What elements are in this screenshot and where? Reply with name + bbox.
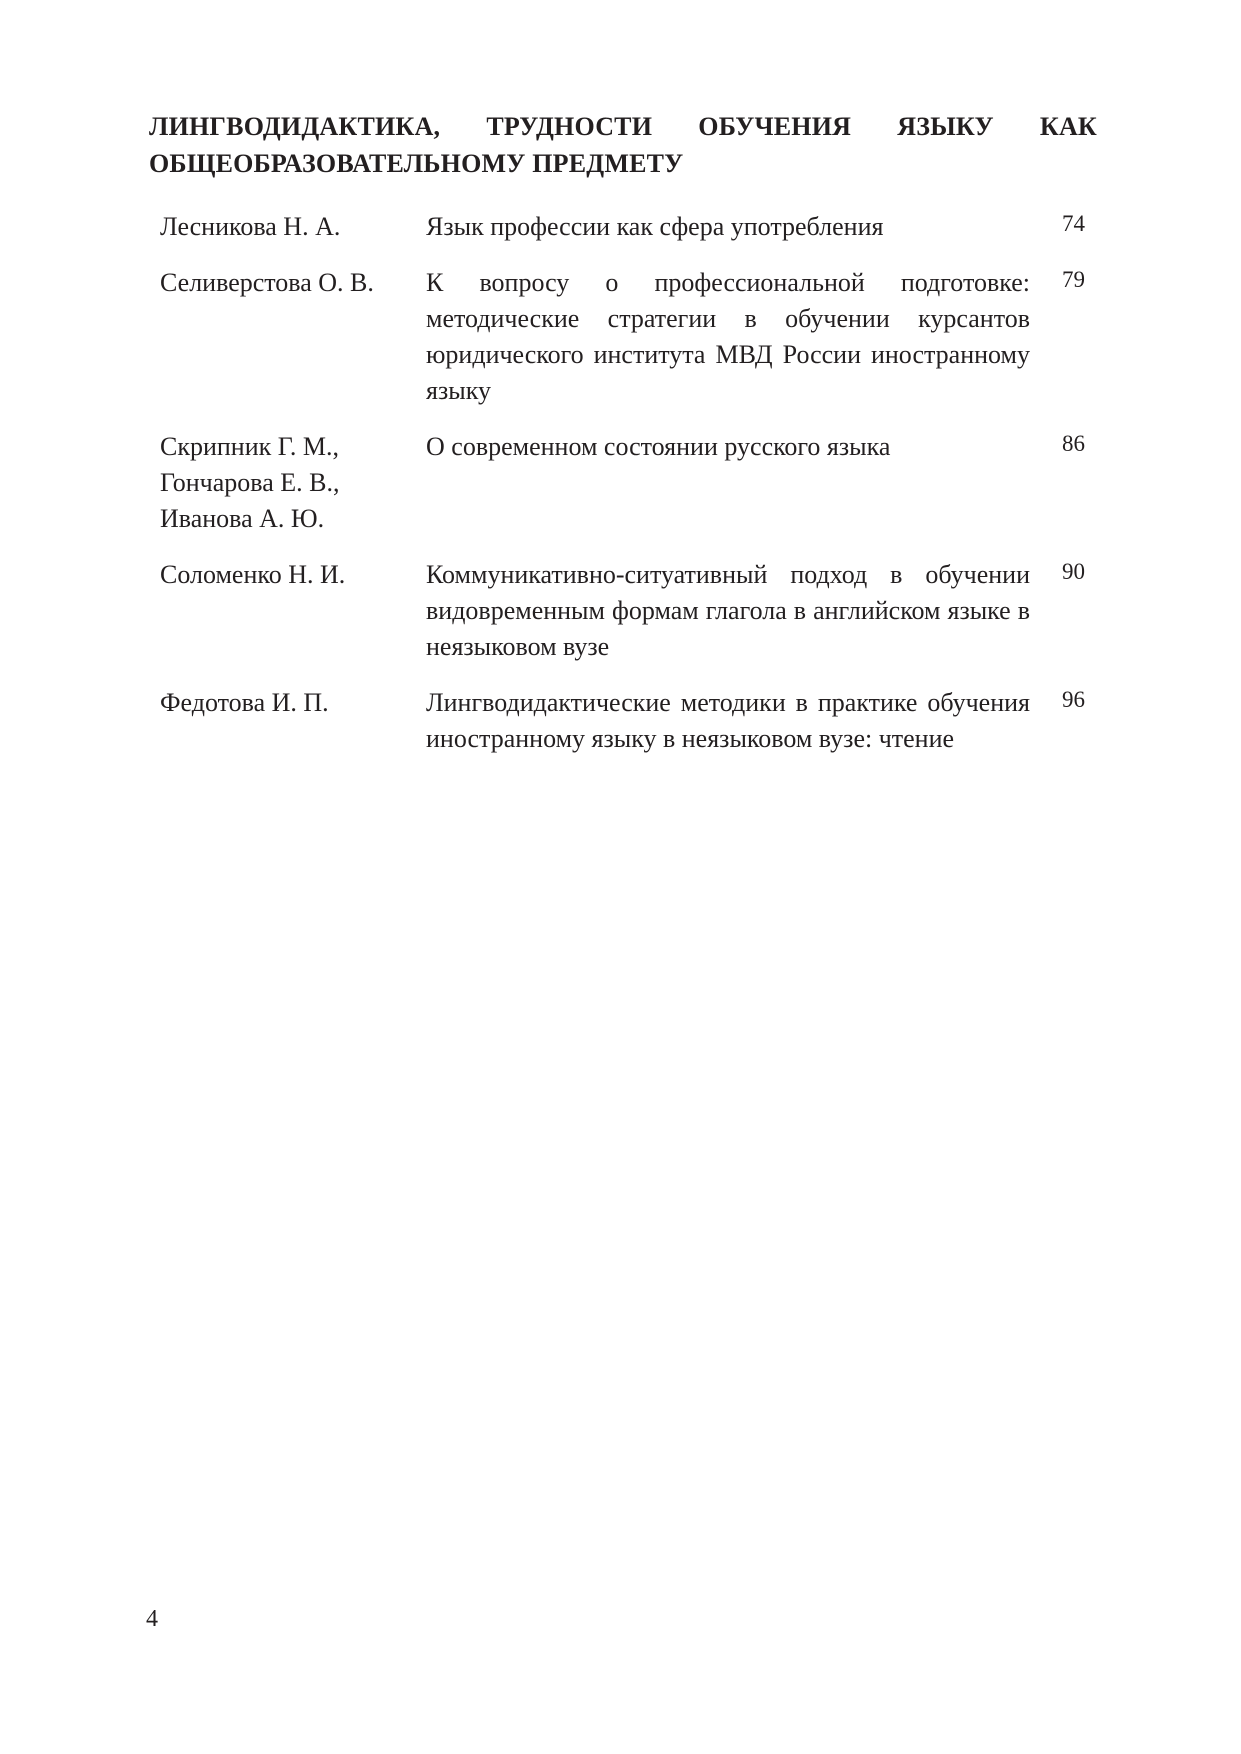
toc-entry-title: О современном состоянии русского языка xyxy=(426,432,891,461)
toc-entry-title: К вопросу о профессиональной подготовке: методические стратегии в обучении курсантов юридического института МВД России иностранному языку xyxy=(426,268,1030,405)
toc-entry-author: Скрипник Г. М., Гончарова Е. В., Иванова А. Ю. xyxy=(160,432,340,533)
toc-entry[interactable] xyxy=(160,429,1085,537)
toc-entry-title: Лингводидактические методики в практике обучения иностранному языку в неязыковом вузе: чтение xyxy=(426,688,1030,753)
section-heading: ЛИНГВОДИДАКТИКА, ТРУДНОСТИ ОБУЧЕНИЯ ЯЗЫКУ КАК ОБЩЕОБРАЗОВАТЕЛЬНОМУ ПРЕДМЕТУ xyxy=(149,112,1097,178)
toc-entry-page: 96 xyxy=(1062,687,1085,712)
toc-entry[interactable] xyxy=(160,209,1085,245)
toc-entry[interactable] xyxy=(160,265,1085,409)
toc-entry-page: 79 xyxy=(1062,267,1085,292)
toc-entry[interactable] xyxy=(160,557,1085,665)
toc-entry-author: Лесникова Н. А. xyxy=(160,212,341,241)
toc-entry-page: 90 xyxy=(1062,559,1085,584)
page-number: 4 xyxy=(146,1606,158,1632)
toc-entry-title: Язык профессии как сфера употребления xyxy=(426,212,884,241)
table-of-contents xyxy=(160,209,1085,777)
toc-entry-author: Селиверстова О. В. xyxy=(160,268,374,297)
toc-entry-author: Соломенко Н. И. xyxy=(160,560,346,589)
toc-entry-page: 86 xyxy=(1062,431,1085,456)
toc-entry[interactable] xyxy=(160,685,1085,757)
toc-entry-title: Коммуникативно-ситуативный подход в обучении видовременным формам глагола в английском языке в неязыковом вузе xyxy=(426,560,1030,661)
toc-entry-author: Федотова И. П. xyxy=(160,688,329,717)
toc-entry-page: 74 xyxy=(1062,211,1085,236)
